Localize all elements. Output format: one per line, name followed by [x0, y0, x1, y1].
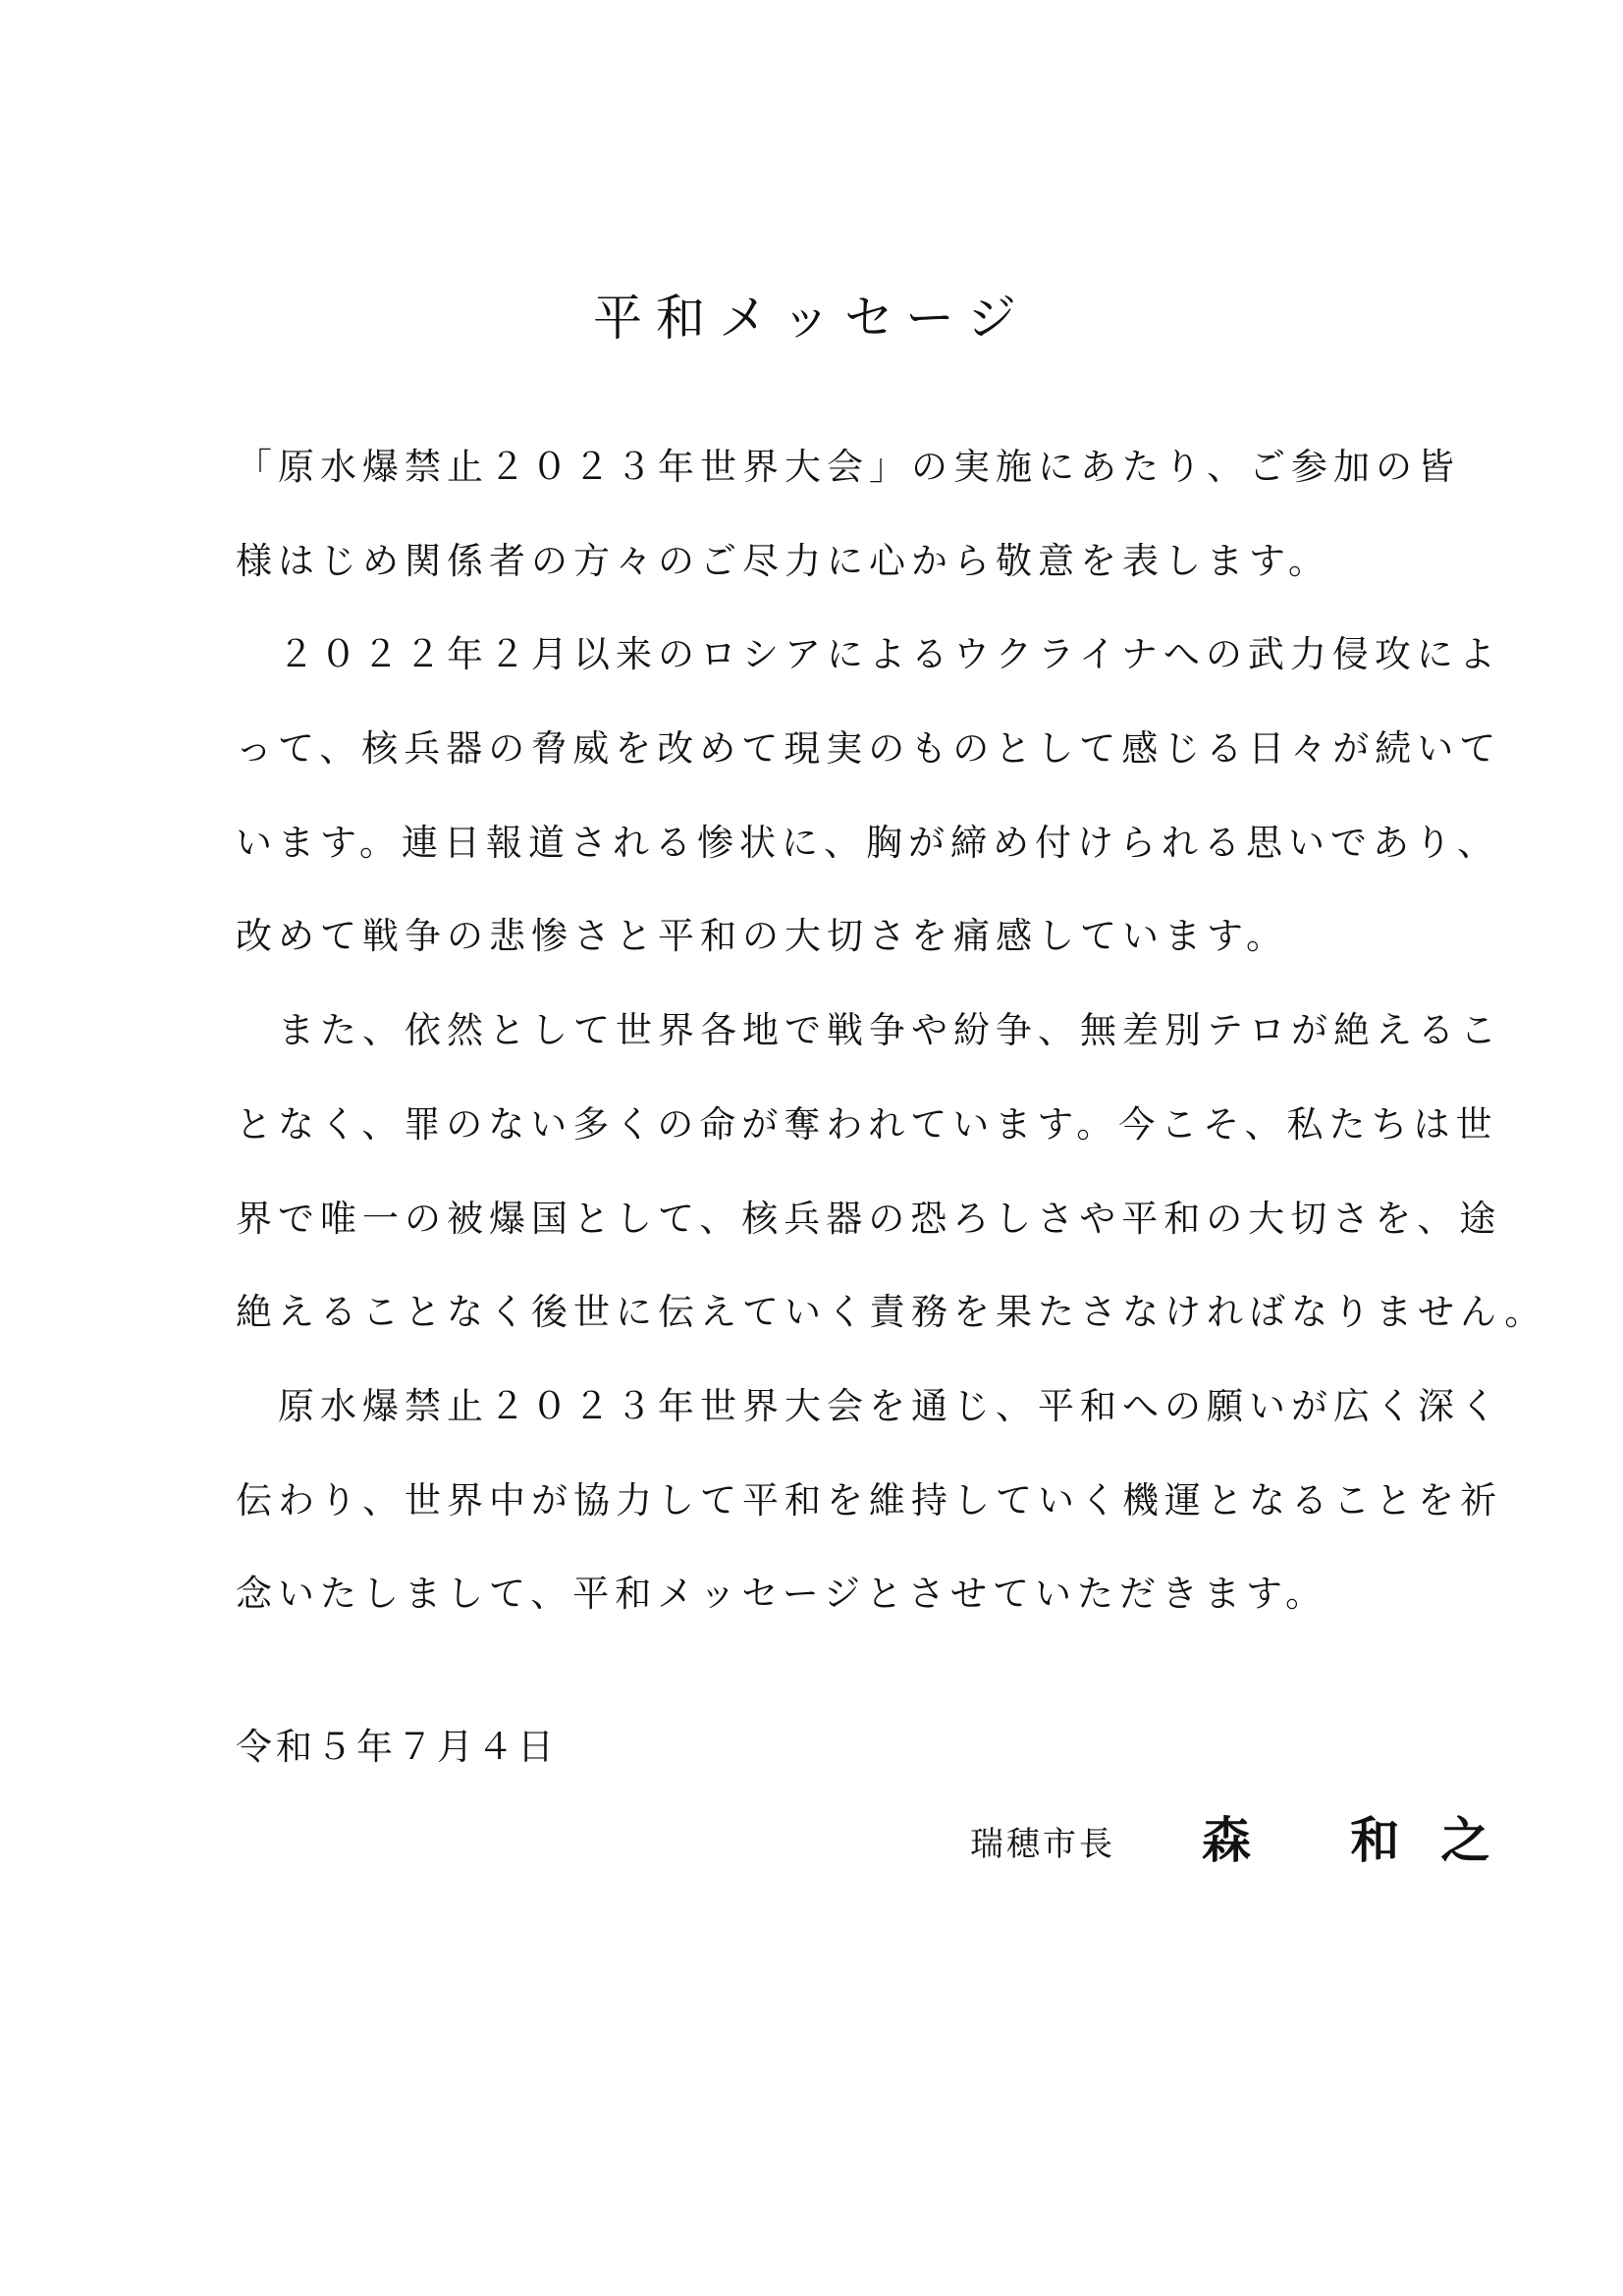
message-line: 原水爆禁止２０２３年世界大会を通じ、平和への願いが広く深く: [236, 1384, 1502, 1427]
message-line: います。連日報道される惨状に、胸が締め付けられる思いであり、: [236, 821, 1500, 864]
message-line: となく、罪のない多くの命が奪われています。今こそ、私たちは世: [236, 1102, 1498, 1146]
signatory-title: 瑞穂市長: [970, 1825, 1115, 1864]
message-line: 改めて戦争の悲惨さと平和の大切さを痛感しています。: [236, 915, 1289, 958]
message-line: 界で唯一の被爆国として、核兵器の恐ろしさや平和の大切さを、途: [236, 1197, 1502, 1240]
message-line: 絶えることなく後世に伝えていく責務を果たさなければなりません。: [236, 1291, 1547, 1334]
message-body: [236, 444, 1547, 1665]
signatory-name: 森 和之: [1202, 1811, 1532, 1869]
message-line: 「原水爆禁止２０２３年世界大会」の実施にあたり、ご参加の皆: [236, 446, 1460, 488]
signature-block: [970, 1809, 1532, 1878]
message-line: 念いたしまして、平和メッセージとさせていただきます。: [236, 1573, 1328, 1616]
message-line: また、依然として世界各地で戦争や紛争、無差別テロが絶えるこ: [236, 1009, 1502, 1052]
document-title: 平和メッセージ: [593, 290, 1030, 347]
message-line: ２０２２年２月以来のロシアによるウクライナへの武力侵攻によ: [236, 633, 1501, 676]
document-date: 令和５年７月４日: [236, 1726, 558, 1768]
message-line: 伝わり、世界中が協力して平和を維持していく機運となることを祈: [236, 1478, 1502, 1522]
message-line: って、核兵器の脅威を改めて現実のものとして感じる日々が続いて: [236, 727, 1502, 771]
message-line: 様はじめ関係者の方々のご尽力に心から敬意を表します。: [236, 539, 1331, 582]
